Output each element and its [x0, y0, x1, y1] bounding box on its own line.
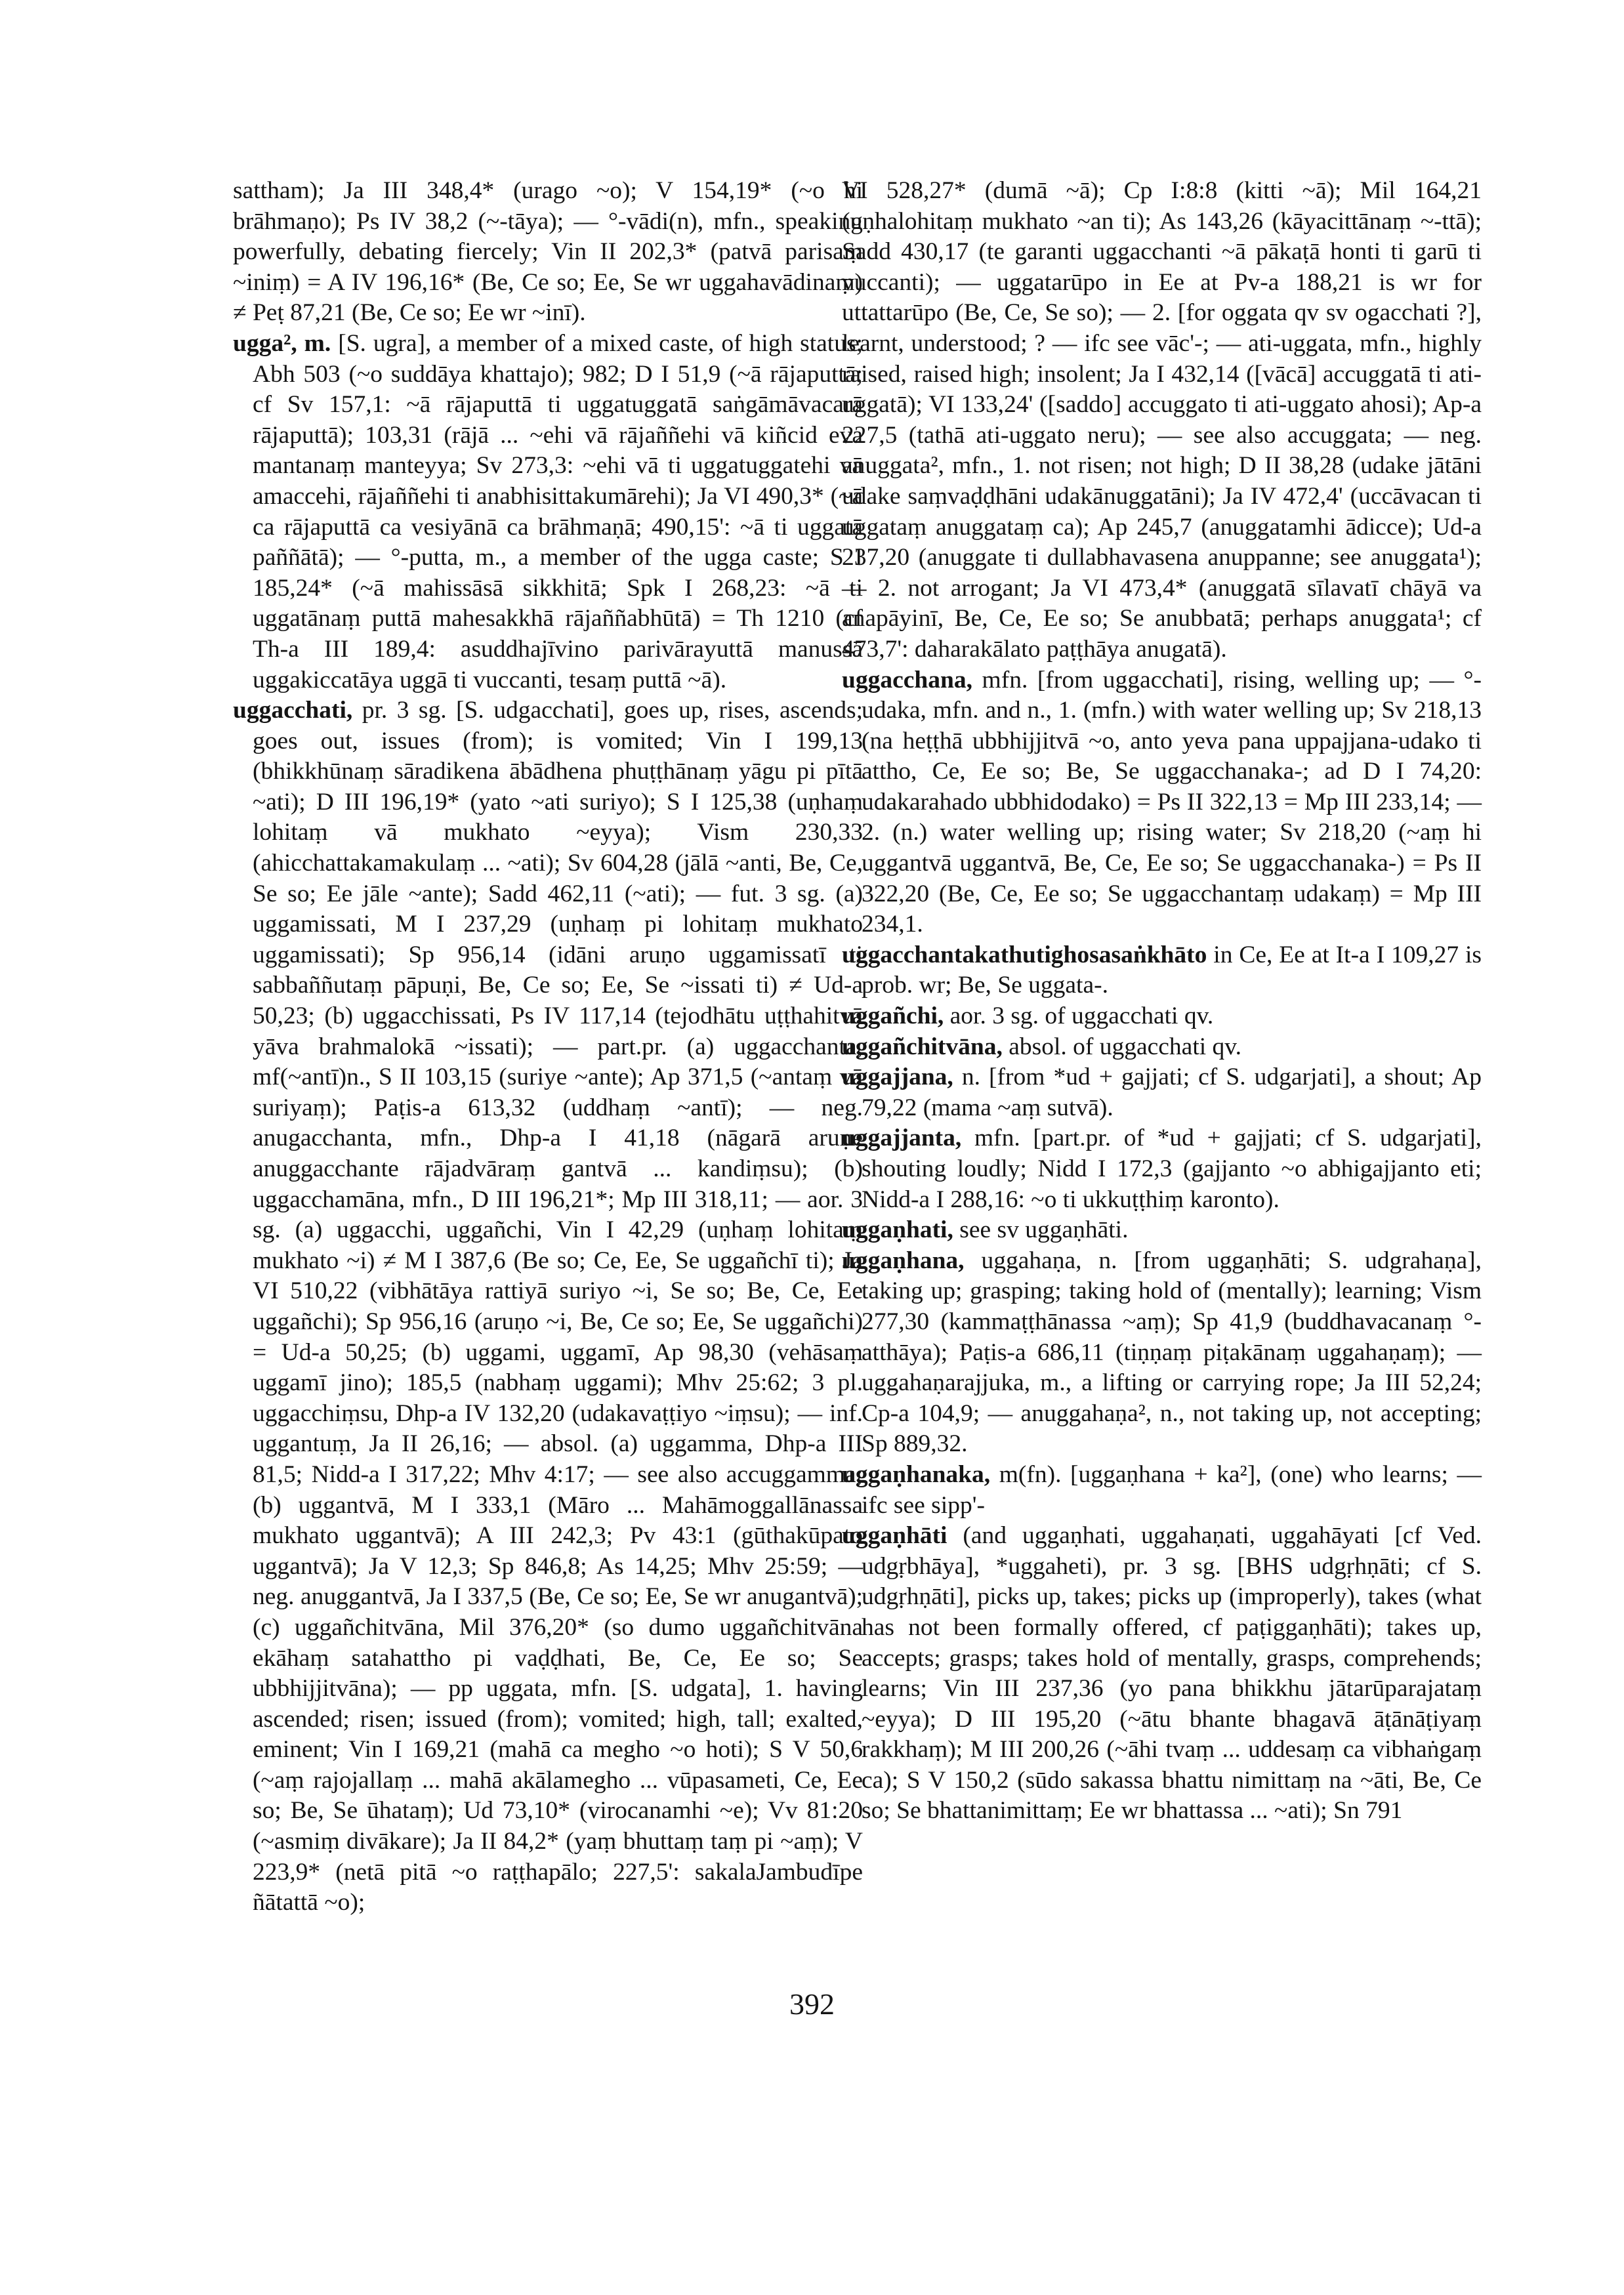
entry-body: VI 528,27* (dumā ~ā); Cp I:8:8 (kitti ~ā); Mil 164,21 (uṇhalohitaṃ mukhato ~an ti); As 143,26 (kāyacittānaṃ ~-ttā); Sadd 430,17 (te garanti uggacchanti ~ā pākaṭā honti ti garū ti vuccanti); — uggatarūpo in Ee at Pv-a 188,21 is wr for uttattarūpo (Be, Ce, Se so); — 2. [for oggata qv sv ogacchati ?], learnt, understood; ? — ifc see vāc'-; — ati-uggata, mfn., highly raised, raised high; insolent; Ja I 432,14 ([vācā] accuggatā ti ati-uggatā); VI 133,24' ([saddo] accuggato ti ati-uggato ahosi); Ap-a 227,5 (tathā ati-uggato neru); — see also accuggata; — neg. anuggata², mfn., 1. not risen; not high; D II 38,28 (udake jātāni udake saṃvaḍḍhāni udakānuggatāni); Ja IV 472,4' (uccāvacan ti uggataṃ anuggataṃ ca); Ap 245,7 (anuggatamhi ādicce); Ud-a 237,20 (anuggate ti dullabhavasena anuppanne; see anuggata¹); — 2. not arrogant; Ja VI 473,4* (anuggatā sīlavatī chāyā va anapāyinī, Be, Ce, Ee so; Se anubbatā; perhaps anuggata¹; cf 473,7': daharakālato paṭṭhāya anugatā). — [842, 177, 1482, 663]
entry-body: in Ce, Ee at It-a I 109,27 is prob. wr; Be, Se uggata-. — [862, 941, 1482, 999]
entry-headword: uggaṇhati, — [842, 1216, 953, 1244]
dictionary-entry — [842, 1521, 1482, 1827]
entry-headword: uggaṇhāti — [842, 1522, 947, 1550]
entry-body: uggahaṇa, n. [from uggaṇhāti; S. udgrahaṇa], taking up; grasping; taking hold of (mentally); learning; Vism 277,30 (kammaṭṭhānassa ~aṃ); Sp 41,9 (buddhavacanaṃ °-atthāya); Paṭis-a 686,11 (tiṇṇaṃ piṭakānaṃ uggahaṇaṃ); — uggahaṇarajjuka, m., a lifting or carrying rope; Ja III 52,24; Cp-a 104,9; — anuggahaṇa², n., not taking up, not accepting; Sp 889,32. — [862, 1247, 1482, 1458]
entry-continuation — [842, 176, 1482, 665]
dictionary-entry — [842, 1246, 1482, 1460]
dictionary-entry — [842, 1062, 1482, 1123]
dictionary-entry — [842, 940, 1482, 1001]
entry-body: m(fn). [uggaṇhana + ka²], (one) who learns; — ifc see sipp'- — [862, 1460, 1482, 1519]
entry-headword: uggajjanta, — [842, 1125, 962, 1152]
dictionary-entry — [233, 329, 863, 695]
left-column — [233, 176, 863, 1918]
entry-continuation — [233, 176, 863, 329]
entry-headword: uggaṇhanaka, — [842, 1460, 991, 1488]
entry-body: pr. 3 sg. [S. udgacchati], goes up, rises, ascends; goes out, issues (from); is vomited; Vin I 199,13 (bhikkhūnaṃ sāradikena ābādhena phuṭṭhānaṃ yāgu pi pītā ~ati); D III 196,19* (yato ~ati suriyo); S I 125,38 (uṇhaṃ lohitaṃ vā mukhato ~eyya); Vism 230,33 (ahicchattakamakulaṃ ... ~ati); Sv 604,28 (jālā ~anti, Be, Ce, Se so; Ee jāle ~ante); Sadd 462,11 (~ati); — fut. 3 sg. (a) uggamissati, M I 237,29 (uṇhaṃ pi lohitaṃ mukhato uggamissati); Sp 956,14 (idāni aruṇo uggamissatī ti sabbaññutaṃ pāpuṇi, Be, Ce so; Ee, Se ~issati ti) ≠ Ud-a 50,23; (b) uggacchissati, Ps IV 117,14 (tejodhātu uṭṭhahitvā yāva brahmalokā ~issati); — part.pr. (a) uggacchanta, mf(~antī)n., S II 103,15 (suriye ~ante); Ap 371,5 (~antaṃ vā suriyaṃ); Paṭis-a 613,32 (uddhaṃ ~antī); — neg. anugacchanta, mfn., Dhp-a I 41,18 (nāgarā aruṇe anuggacchante rājadvāraṃ gantvā ... kandiṃsu); (b) uggacchamāna, mfn., D III 196,21*; Mp III 318,11; — aor. 3 sg. (a) uggacchi, uggañchi, Vin I 42,29 (uṇhaṃ lohitaṃ mukhato ~i) ≠ M I 387,6 (Be so; Ce, Ee, Se uggañchī ti); Ja VI 510,22 (vibhātāya rattiyā suriyo ~i, Se so; Be, Ce, Ee uggañchi); Sp 956,16 (aruṇo ~i, Be, Ce so; Ee, Se uggañchi) = Ud-a 50,25; (b) uggami, uggamī, Ap 98,30 (vehāsaṃ uggamī jino); 185,5 (nabhaṃ uggami); Mhv 25:62; 3 pl. uggacchiṃsu, Dhp-a IV 132,20 (udakavaṭṭiyo ~iṃsu); — inf. uggantuṃ, Ja II 26,16; — absol. (a) uggamma, Dhp-a III 81,5; Nidd-a I 317,22; Mhv 4:17; — see also accuggamma; (b) uggantvā, M I 333,1 (Māro ... Mahāmoggallānassa mukhato uggantvā); A III 242,3; Pv 43:1 (gūthakūpato uggantvā); Ja V 12,3; Sp 846,8; As 14,25; Mhv 25:59; — neg. anuggantvā, Ja I 337,5 (Be, Ce so; Ee, Se wr anugantvā); (c) uggañchitvāna, Mil 376,20* (so dumo uggañchitvāna ekāhaṃ satahattho pi vaḍḍhati, Be, Ce, Ee so; Se ubbhijjitvāna); — pp uggata, mfn. [S. udgata], 1. having ascended; risen; issued (from); vomited; high, tall; exalted, eminent; Vin I 169,21 (mahā ca megho ~o hoti); S V 50,6 (~aṃ rajojallaṃ ... mahā akālamegho ... vūpasameti, Ce, Ee so; Be, Se ūhataṃ); Ud 73,10* (virocanamhi ~e); Vv 81:20 (~asmiṃ divākare); Ja II 84,2* (yaṃ bhuttaṃ taṃ pi ~aṃ); V 223,9* (netā pitā ~o raṭṭhapālo; 227,5': sakalaJambudīpe ñātattā ~o); — [253, 697, 863, 1916]
entry-headword: uggacchati, — [233, 697, 353, 724]
entry-headword: uggañchitvāna, — [842, 1033, 1003, 1060]
entry-body: mfn. [from uggacchati], rising, welling up; — °-udaka, mfn. and n., 1. (mfn.) with water welling up; Sv 218,13 (na heṭṭhā ubbhijjitvā ~o, anto yeva pana uppajjana-udako ti attho, Ce, Ee so; Be, Se uggacchanaka-; ad D I 74,20: udakarahado ubbhidodako) = Ps II 322,13 = Mp III 233,14; — 2. (n.) water welling up; rising water; Sv 218,20 (~aṃ hi uggantvā uggantvā, Be, Ce, Ee so; Se uggacchanaka-) = Ps II 322,20 (Be, Ce, Ee so; Se uggacchantaṃ udakaṃ) = Mp III 234,1. — [862, 666, 1482, 938]
entry-headword: ugga², m. — [233, 329, 331, 357]
dictionary-entry — [842, 1460, 1482, 1521]
dictionary-entry — [233, 695, 863, 1918]
entry-body: aor. 3 sg. of uggacchati qv. — [949, 1003, 1214, 1030]
entry-headword: uggañchi, — [842, 1003, 944, 1030]
entry-body: (and uggaṇhati, uggahaṇati, uggahāyati [cf Ved. udgṛbhāya], *uggaheti), pr. 3 sg. [BHS udgṛhṇāti; cf S. udgṛhṇāti], picks up, takes; picks up (improperly), takes (what has not been formally offered, cf paṭiggaṇhāti); takes up, accepts; grasps; takes hold of mentally, grasps, comprehends; learns; Vin III 237,36 (yo pana bhikkhu jātarūparajataṃ ~eyya); D III 195,20 (~ātu bhante bhagavā āṭānāṭiyaṃ rakkhaṃ); M III 200,26 (~āhi tvaṃ ... uddesaṃ ca vibhaṅgaṃ ca); S V 150,2 (sūdo sakassa bhattu nimittaṃ na ~āti, Be, Ce so; Se bhattanimittaṃ; Ee wr bhattassa ... ~ati); Sn 791 — [862, 1522, 1482, 1825]
right-column — [842, 176, 1482, 1827]
entry-headword: uggajjana, — [842, 1064, 953, 1091]
entry-body: see sv uggaṇhāti. — [959, 1216, 1129, 1244]
dictionary-entry — [842, 1123, 1482, 1215]
dictionary-entry — [842, 665, 1482, 940]
dictionary-entry — [842, 1032, 1482, 1063]
entry-body: mfn. [part.pr. of *ud + gajjati; cf S. udgarjati], shouting loudly; Nidd I 172,3 (gajjanto ~o abhigajjanto eti; Nidd-a I 288,16: ~o ti ukkuṭṭhiṃ karonto). — [862, 1125, 1482, 1213]
entry-body: absol. of uggacchati qv. — [1009, 1033, 1241, 1060]
entry-headword: uggaṇhana, — [842, 1247, 965, 1274]
entry-body: [S. ugra], a member of a mixed caste, of high status; Abh 503 (~o suddāya khattajo); 982; D I 51,9 (~ā rājaputtā; cf Sv 157,1: ~ā rājaputtā ti uggatuggatā saṅgāmāvacarā rājaputtā); 103,31 (rājā ... ~ehi vā rājaññehi vā kiñcid eva mantanaṃ manteyya; Sv 273,3: ~ehi vā ti uggatuggatehi vā amaccehi, rājaññehi ti anabhisittakumārehi); Ja VI 490,3* (~ā ca rājaputtā ca vesiyānā ca brāhmaṇā; 490,15': ~ā ti uggatā paññātā); — °-putta, m., a member of the ugga caste; S I 185,24* (~ā mahissāsā sikkhitā; Spk I 268,23: ~ā ti uggatānaṃ puttā mahesakkhā rājaññabhūtā) = Th 1210 (cf Th-a III 189,4: asuddhajīvino parivārayuttā manussā uggakiccatāya uggā ti vuccanti, tesaṃ puttā ~ā). — [253, 329, 863, 693]
dictionary-entry — [842, 1001, 1482, 1032]
entry-body: sattham); Ja III 348,4* (urago ~o); V 154,19* (~o hi brāhmaṇo); Ps IV 38,2 (~-tāya); — °-vādi(n), mfn., speaking powerfully, debating fiercely; Vin II 202,3* (patvā parisaṃ ~iniṃ) = A IV 196,16* (Be, Ce so; Ee, Se wr uggahavādinaṃ) ≠ Peṭ 87,21 (Be, Ce so; Ee wr ~inī). — [233, 177, 863, 327]
entry-body: n. [from *ud + gajjati; cf S. udgarjati], a shout; Ap 79,22 (mama ~aṃ sutvā). — [862, 1064, 1482, 1121]
dictionary-entry — [842, 1215, 1482, 1246]
page-number: 392 — [789, 1987, 835, 2021]
entry-headword: uggacchantakathutighosasaṅkhāto — [842, 941, 1207, 968]
entry-headword: uggacchana, — [842, 666, 972, 693]
